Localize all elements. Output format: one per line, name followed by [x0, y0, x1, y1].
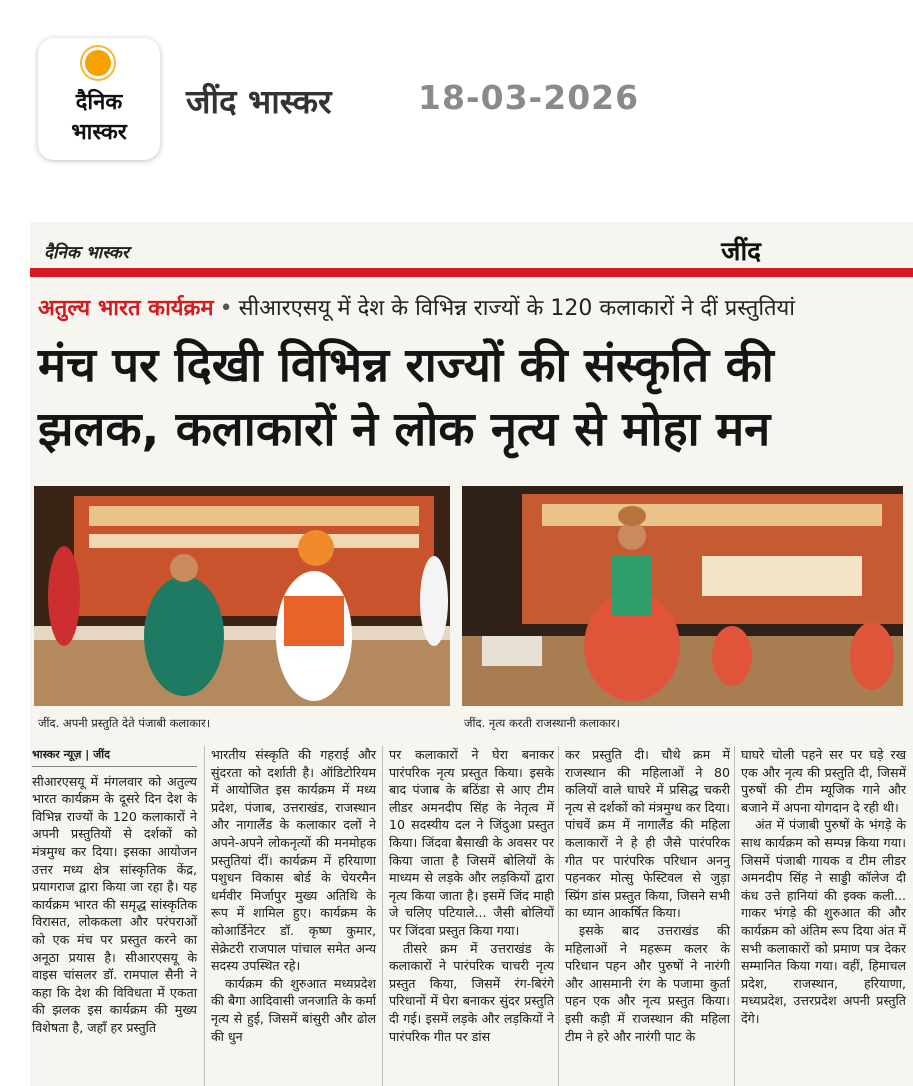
stage-scene-1: [34, 486, 450, 706]
column-5: [741, 746, 906, 1028]
photo-caption-2: जींद. नृत्य करती राजस्थानी कलाकार।: [464, 716, 620, 730]
masthead-left: दैनिक भास्कर: [44, 243, 129, 263]
column-divider: [734, 746, 735, 1086]
stage-scene-2: [462, 486, 903, 706]
column-4: [565, 746, 730, 1045]
logo-line1: दैनिक: [75, 90, 123, 115]
headline: मंच पर दिखी विभिन्न राज्यों की संस्कृति की झलक, कलाकारों ने लोक नृत्य से मोहा मन: [38, 338, 774, 457]
app-header: [0, 0, 913, 200]
edition-date[interactable]: 18-03-2026: [418, 78, 640, 117]
paragraph: तीसरे क्रम में उत्तराखंड के कलाकारों ने पारंपरिक चाचरी नृत्य प्रस्तुत किया, जिसमें रंग-बिरंगे परिधानों में घेरा बनाकर सुंदर प्रस्तुति दी गई। इसमें लड़के और लड़कियों ने पारंपरिक गीत पर डांस: [389, 940, 554, 1044]
paragraph: घाघरे चोली पहने सर पर घड़े रख एक और नृत्य की प्रस्तुति दी, जिसमें पुरुषों की टीम म्यूजिक गाने और बजाने में अपना योगदान दे रही थी।: [741, 747, 906, 815]
paragraph: अंत में पंजाबी पुरुषों के भंगड़े के साथ कार्यक्रम को सम्पन्न किया गया। जिसमें पंजाबी गायक व टीम लीडर अमनदीप सिंह ने साड्डी कॉलेज दी कंध उत्ते हानियां की इक्क कली... गाकर भंगड़े की शुरुआत की और कार्यक्रम को अंतिम रूप दिया अंत में सभी कलाकारों को प्रमाण पत्र देकर सम्मानित किया गया। वहीं, हिमाचल प्रदेश, राजस्थान, हरियाणा, मध्यप्रदेश, उत्तरप्रदेश अपनी प्रस्तुति देंगे।: [741, 817, 906, 1026]
kicker-text: सीआरएसयू में देश के विभिन्न राज्यों के 120 कलाकारों ने दीं प्रस्तुतियां: [238, 296, 796, 321]
column-divider: [204, 746, 205, 1086]
logo-line2: भास्कर: [71, 120, 127, 145]
newspaper-page: [30, 222, 913, 1086]
paragraph: पर कलाकारों ने घेरा बनाकर पारंपरिक नृत्य प्रस्तुत किया। इसके बाद पंजाब के बठिंडा से आए टीम लीडर अमनदीप सिंह के नेतृत्व में 10 सदस्यीय दल ने जिंदुआ प्रस्तुत किया। जिंदवा बैसाखी के अवसर पर किया जाता है जिसमें बोलियों के माध्यम से लड़के और लड़कियों द्वारा नृत्य किया जाता है। इसमें जिंद माही जे चलिए पटियाले... जैसी बोलियों पर जिंदवा प्रस्तुत किया गया।: [389, 747, 554, 938]
byline: भास्कर न्यूज़ | जींद: [32, 746, 197, 767]
photo-caption-1: जींद. अपनी प्रस्तुति देते पंजाबी कलाकार।: [38, 716, 211, 730]
sun-icon: [85, 50, 111, 76]
paragraph: कार्यक्रम की शुरुआत मध्यप्रदेश की बैगा आदिवासी जनजाति के कर्मा नृत्य से हुई, जिसमें बांसुरी और ढोल की धुन: [211, 975, 376, 1044]
paragraph: कर प्रस्तुति दी। चौथे क्रम में राजस्थान की महिलाओं ने 80 कलियों वाले घाघरे में प्रसिद्ध चकरी नृत्य से दर्शकों को मंत्रमुग्ध कर दिया। पांचवें क्रम में नागालैंड की महिला कलाकारों ने हे ही जैसे पारंपरिक गीत पर पारंपरिक परिधान अननु पहनकर मोत्सु फेस्टिवल से जुड़ा स्प्रिंग डांस प्रस्तुत किया, जिसने सभी का ध्यान आकर्षित किया।: [565, 747, 731, 921]
paragraph: सीआरएसयू में मंगलवार को अतुल्य भारत कार्यक्रम के दूसरे दिन देश के विभिन्न राज्यों के 120 कलाकारों ने अपनी प्रस्तुतियों से दर्शकों को मंत्रमुग्ध कर दिया। इसका आयोजन उत्तर मध्य क्षेत्र सांस्कृतिक केंद्र, प्रयागराज द्वारा किया जा रहा है। यह कार्यक्रम भारत की समृद्ध सांस्कृतिक विरासत, लोककला और परंपराओं को एक मंच पर प्रस्तुत करने का अनूठा प्रयास है। सीआरएसयू के वाइस चांसलर डॉ. रामपाल सैनी ने कहा कि देश की विविधता में एकता की झलक इस कार्यक्रम की मुख्य विशेषता है, जहाँ हर प्रस्तुति: [32, 773, 197, 1035]
paragraph: भारतीय संस्कृति की गहराई और सुंदरता को दर्शाती है। ऑडिटोरियम में आयोजित इस कार्यक्रम में मध्य प्रदेश, पंजाब, उत्तराखंड, राजस्थान और नागालैंड के कलाकार दलों ने अपने-अपने लोकनृत्यों की मनमोहक प्रस्तुतियां दीं। कार्यक्रम में हरियाणा पशुधन विकास बोर्ड के चेयरमैन धर्मवीर मिर्जापुर मुख्य अतिथि के रूप में शामिल हुए। कार्यक्रम के कोआर्डिनेटर डॉ. कृष्ण कुमार, सेक्रेटरी राजपाल पांचाल समेत अन्य सदस्य उपस्थित रहे।: [211, 747, 376, 974]
edition-title: जींद भास्कर: [186, 82, 332, 121]
kicker-label: अतुल्य भारत कार्यक्रम: [38, 296, 214, 321]
column-divider: [382, 746, 383, 1086]
column-2: [211, 746, 376, 1045]
paragraph: इसके बाद उत्तराखंड की महिलाओं ने महरूम कलर के परिधान पहन और पुरुषों ने नारंगी और आसमानी रंग के पजामा कुर्ता पहन एक और नृत्य प्रस्तुत किया। इसी कड़ी में राजस्थान की महिला टीम ने हरे और नारंगी पाट के: [565, 922, 730, 1044]
column-1: [32, 746, 197, 1037]
photo-punjabi-dancers[interactable]: [34, 486, 450, 706]
kicker-dot: •: [219, 296, 233, 321]
masthead-right: जींद: [721, 237, 761, 267]
column-3: [389, 746, 554, 1045]
photo-rajasthani-dancer[interactable]: [462, 486, 903, 706]
masthead-rule: [30, 268, 913, 277]
dainik-bhaskar-logo[interactable]: [38, 38, 160, 160]
column-divider: [558, 746, 559, 1086]
kicker: [38, 292, 795, 322]
article-body: [32, 746, 912, 1086]
